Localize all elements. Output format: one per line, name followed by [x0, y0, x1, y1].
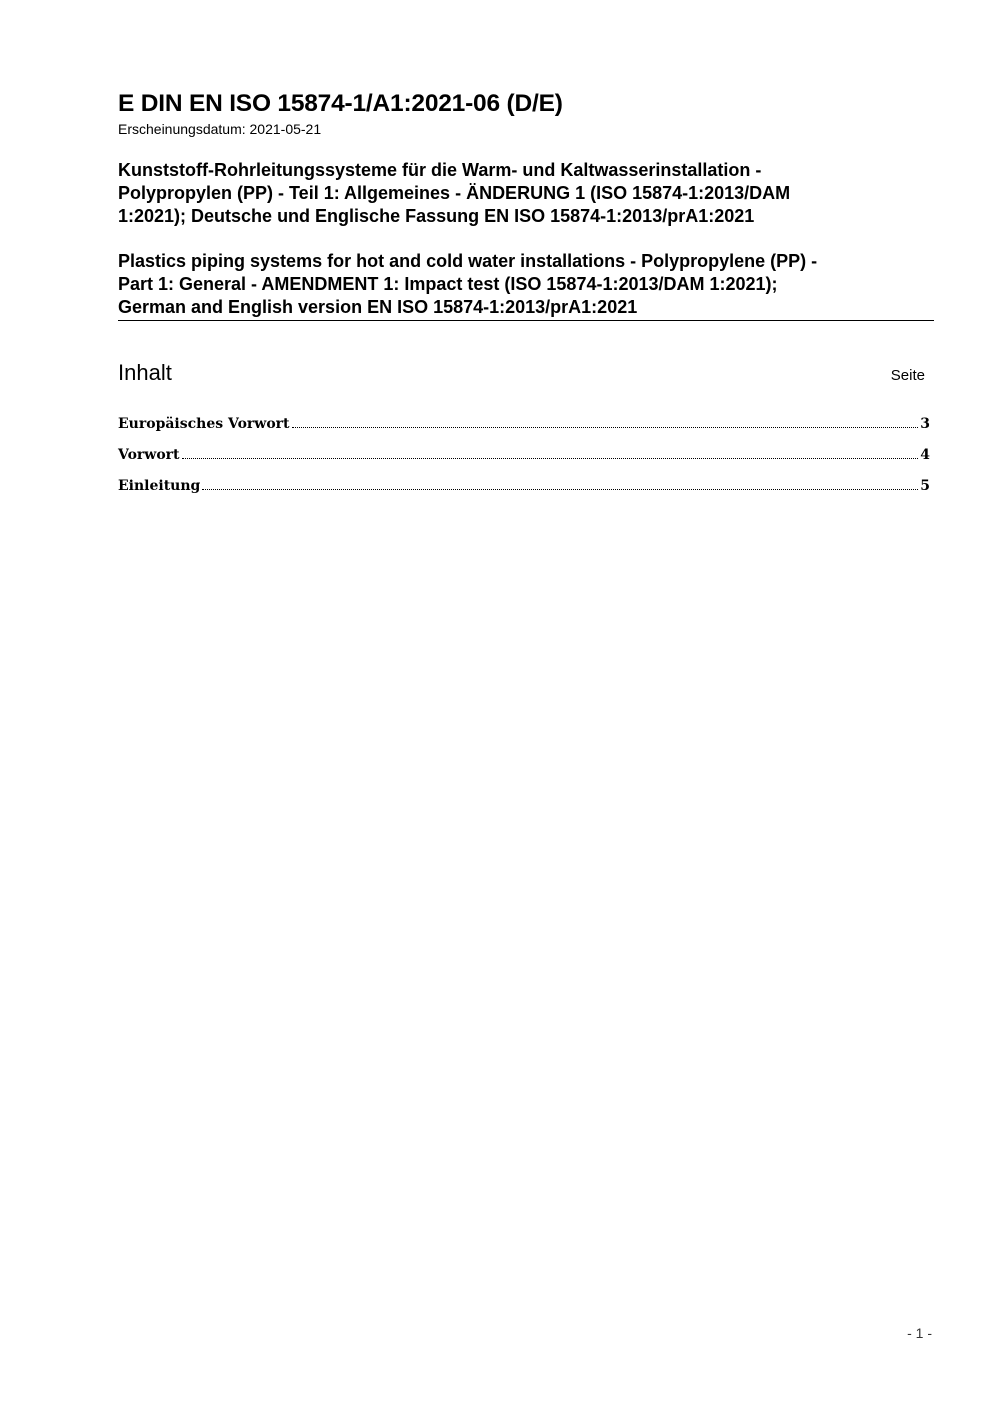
toc-entry-page: 5	[920, 478, 930, 495]
publication-date: Erscheinungsdatum: 2021-05-21	[118, 121, 322, 137]
title-german-line: 1:2021); Deutsche und Englische Fassung EN ISO 15874-1:2013/prA1:2021	[118, 206, 755, 226]
toc-entry-title: Einleitung	[118, 478, 201, 495]
title-english-line: German and English version EN ISO 15874-1:2013/prA1:2021	[118, 297, 638, 317]
document-identifier: E DIN EN ISO 15874-1/A1:2021-06 (D/E)	[118, 90, 563, 117]
title-german	[118, 159, 938, 228]
toc-entry-page: 3	[920, 416, 930, 433]
title-english-line: Part 1: General - AMENDMENT 1: Impact test (ISO 15874-1:2013/DAM 1:2021);	[118, 274, 778, 294]
toc-entry-vorwort[interactable]	[118, 447, 930, 478]
title-english-line: Plastics piping systems for hot and cold water installations - Polypropylene (PP) -	[118, 251, 818, 271]
toc-page-column-label: Seite	[890, 367, 925, 384]
page-number: - 1 -	[907, 1325, 932, 1341]
toc-dot-leader	[182, 447, 919, 459]
toc-entry-title: Vorwort	[118, 447, 180, 464]
toc-heading: Inhalt	[118, 360, 172, 385]
toc-dot-leader	[202, 478, 918, 490]
title-german-line: Polypropylen (PP) - Teil 1: Allgemeines - ÄNDERUNG 1 (ISO 15874-1:2013/DAM	[118, 183, 791, 203]
table-of-contents	[118, 416, 930, 509]
toc-entry-europaeisches-vorwort[interactable]	[118, 416, 930, 447]
title-english	[118, 250, 938, 319]
toc-entry-einleitung[interactable]	[118, 478, 930, 509]
title-german-line: Kunststoff-Rohrleitungssysteme für die Warm- und Kaltwasserinstallation -	[118, 160, 762, 180]
header-divider	[118, 320, 934, 321]
toc-entry-page: 4	[920, 447, 930, 464]
toc-entry-title: Europäisches Vorwort	[118, 416, 290, 433]
toc-dot-leader	[292, 416, 919, 428]
